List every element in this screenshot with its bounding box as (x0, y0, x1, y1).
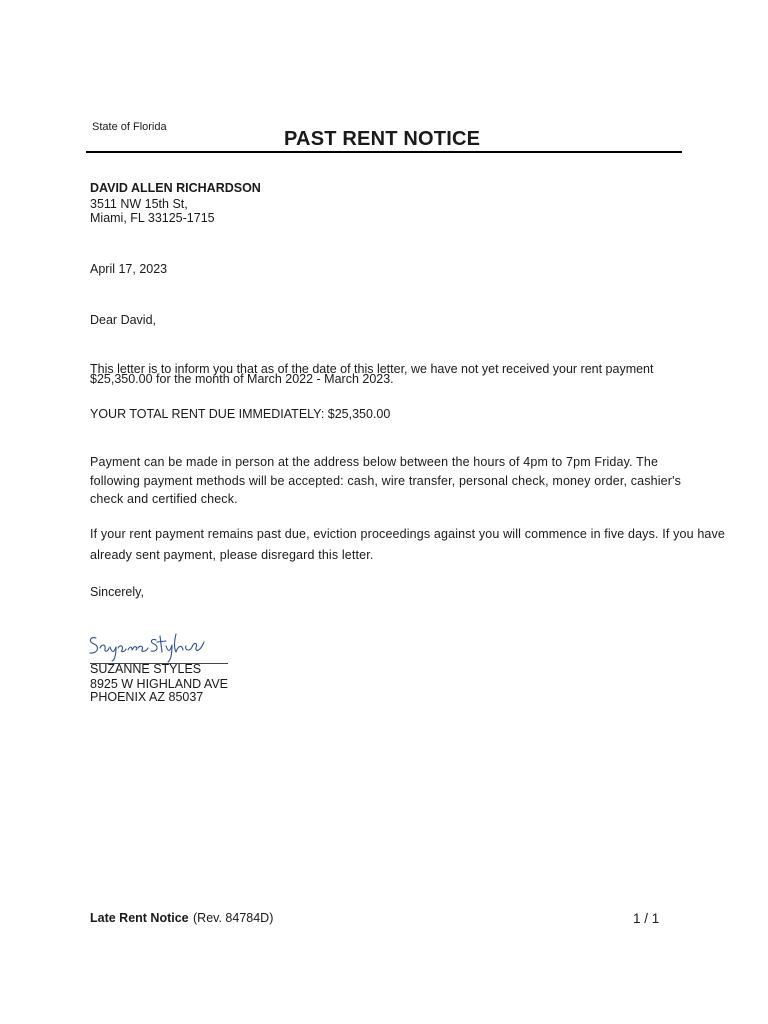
intro-line2: $25,350.00 for the month of March 2022 - March 2023. (90, 372, 394, 386)
page-title: PAST RENT NOTICE (284, 128, 481, 150)
footer-revision: (Rev. 84784D) (193, 911, 274, 925)
payment-line2: following payment methods will be accepted: cash, wire transfer, personal check, money order, cashier's (90, 474, 682, 488)
footer-form-name: Late Rent Notice (90, 911, 189, 925)
intro-line1: This letter is to inform you that as of the date of this letter, we have not yet received your rent payment (90, 362, 654, 376)
recipient-name: DAVID ALLEN RICHARDSON (90, 181, 261, 195)
title-divider (86, 151, 682, 153)
eviction-line1: If your rent payment remains past due, eviction proceedings against you will commence in five days. If you have (90, 527, 726, 541)
payment-line1: Payment can be made in person at the address below between the hours of 4pm to 7pm Friday. The (90, 455, 659, 469)
recipient-address-line2: Miami, FL 33125-1715 (90, 211, 215, 225)
payment-line3: check and certified check. (90, 492, 238, 506)
sender-name: SUZANNE STYLES (90, 662, 202, 676)
signature-image (86, 628, 216, 664)
page-number: 1 / 1 (633, 911, 660, 926)
sender-address-line1: 8925 W HIGHLAND AVE (90, 677, 229, 691)
total-due: YOUR TOTAL RENT DUE IMMEDIATELY: $25,350.00 (90, 407, 391, 421)
signature-icon (86, 628, 216, 664)
recipient-address-line1: 3511 NW 15th St, (90, 197, 188, 211)
sender-address-line2: PHOENIX AZ 85037 (90, 690, 204, 704)
salutation: Dear David, (90, 313, 156, 327)
state-label: State of Florida (92, 121, 167, 133)
closing: Sincerely, (90, 585, 144, 599)
eviction-line2: already sent payment, please disregard this letter. (90, 548, 374, 562)
letter-date: April 17, 2023 (90, 262, 168, 276)
